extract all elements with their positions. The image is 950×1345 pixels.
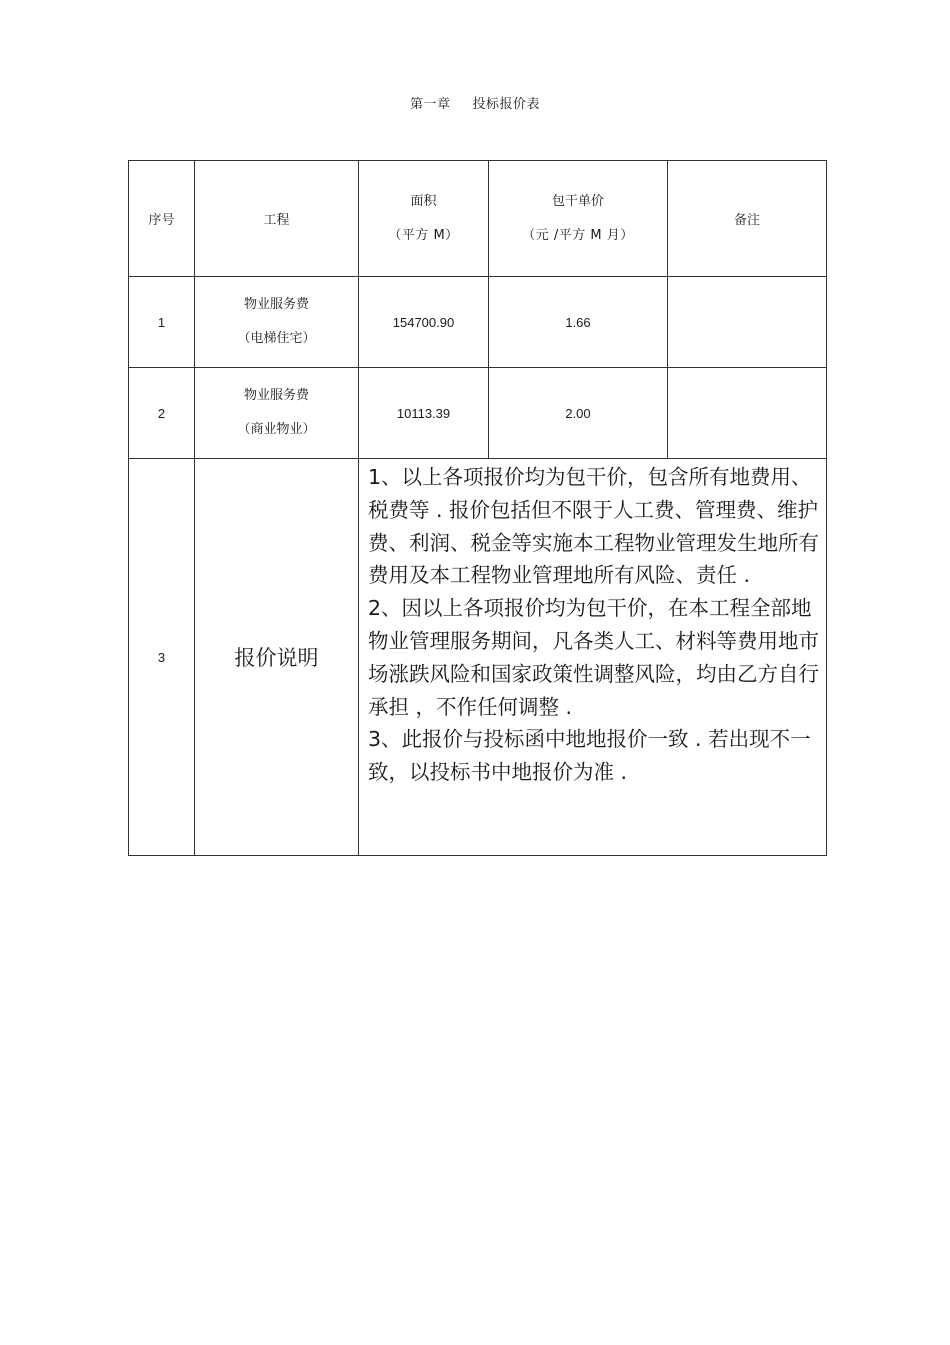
header-project: 工程 (195, 161, 359, 277)
row-project-sub: （电梯住宅） (237, 331, 316, 346)
header-price-label: 包干单价 (551, 193, 604, 209)
notes-paragraph: 3、此报价与投标函中地地报价一致 . 若出现不一致，以投标书中地报价为准 . (368, 727, 811, 785)
notes-content (359, 459, 827, 856)
header-seq: 序号 (129, 161, 195, 277)
notes-row (129, 459, 827, 856)
row-project (195, 277, 359, 368)
table-row (129, 368, 827, 459)
row-project-name: 物业服务费 (243, 297, 309, 312)
row-price: 1.66 (489, 277, 668, 368)
page-title (0, 93, 950, 112)
row-seq: 1 (129, 277, 195, 368)
row-remark (668, 277, 827, 368)
notes-paragraph: 1、以上各项报价均为包干价，包含所有地费用、税费等 . 报价包括但不限于人工费、管理费、维护费、利润、税金等实施本工程物业管理发生地所有费用及本工程物业管理地所有风险、责任 . (368, 465, 819, 588)
row-area: 10113.39 (359, 368, 489, 459)
header-area-unit: （平方 M） (388, 227, 459, 243)
header-area-label: 面积 (410, 193, 437, 209)
row-project (195, 368, 359, 459)
row-seq: 2 (129, 368, 195, 459)
row-project-name: 物业服务费 (243, 388, 309, 403)
table-header-row (129, 161, 827, 277)
header-remark: 备注 (668, 161, 827, 277)
notes-seq: 3 (129, 459, 195, 856)
header-price-unit: （元 /平方 M 月） (522, 227, 634, 243)
row-area: 154700.90 (359, 277, 489, 368)
chapter-label: 第一章 (409, 97, 451, 112)
notes-label: 报价说明 (195, 459, 359, 856)
row-remark (668, 368, 827, 459)
table-title: 投标报价表 (472, 97, 541, 112)
bid-price-table (128, 160, 827, 856)
table-row (129, 277, 827, 368)
row-price: 2.00 (489, 368, 668, 459)
notes-paragraph: 2、因以上各项报价均为包干价，在本工程全部地物业管理服务期间，凡各类人工、材料等费用地市场涨跌风险和国家政策性调整风险，均由乙方自行承担 ，不作任何调整 . (368, 596, 819, 719)
row-project-sub: （商业物业） (237, 422, 316, 437)
header-price (489, 161, 668, 277)
header-area (359, 161, 489, 277)
